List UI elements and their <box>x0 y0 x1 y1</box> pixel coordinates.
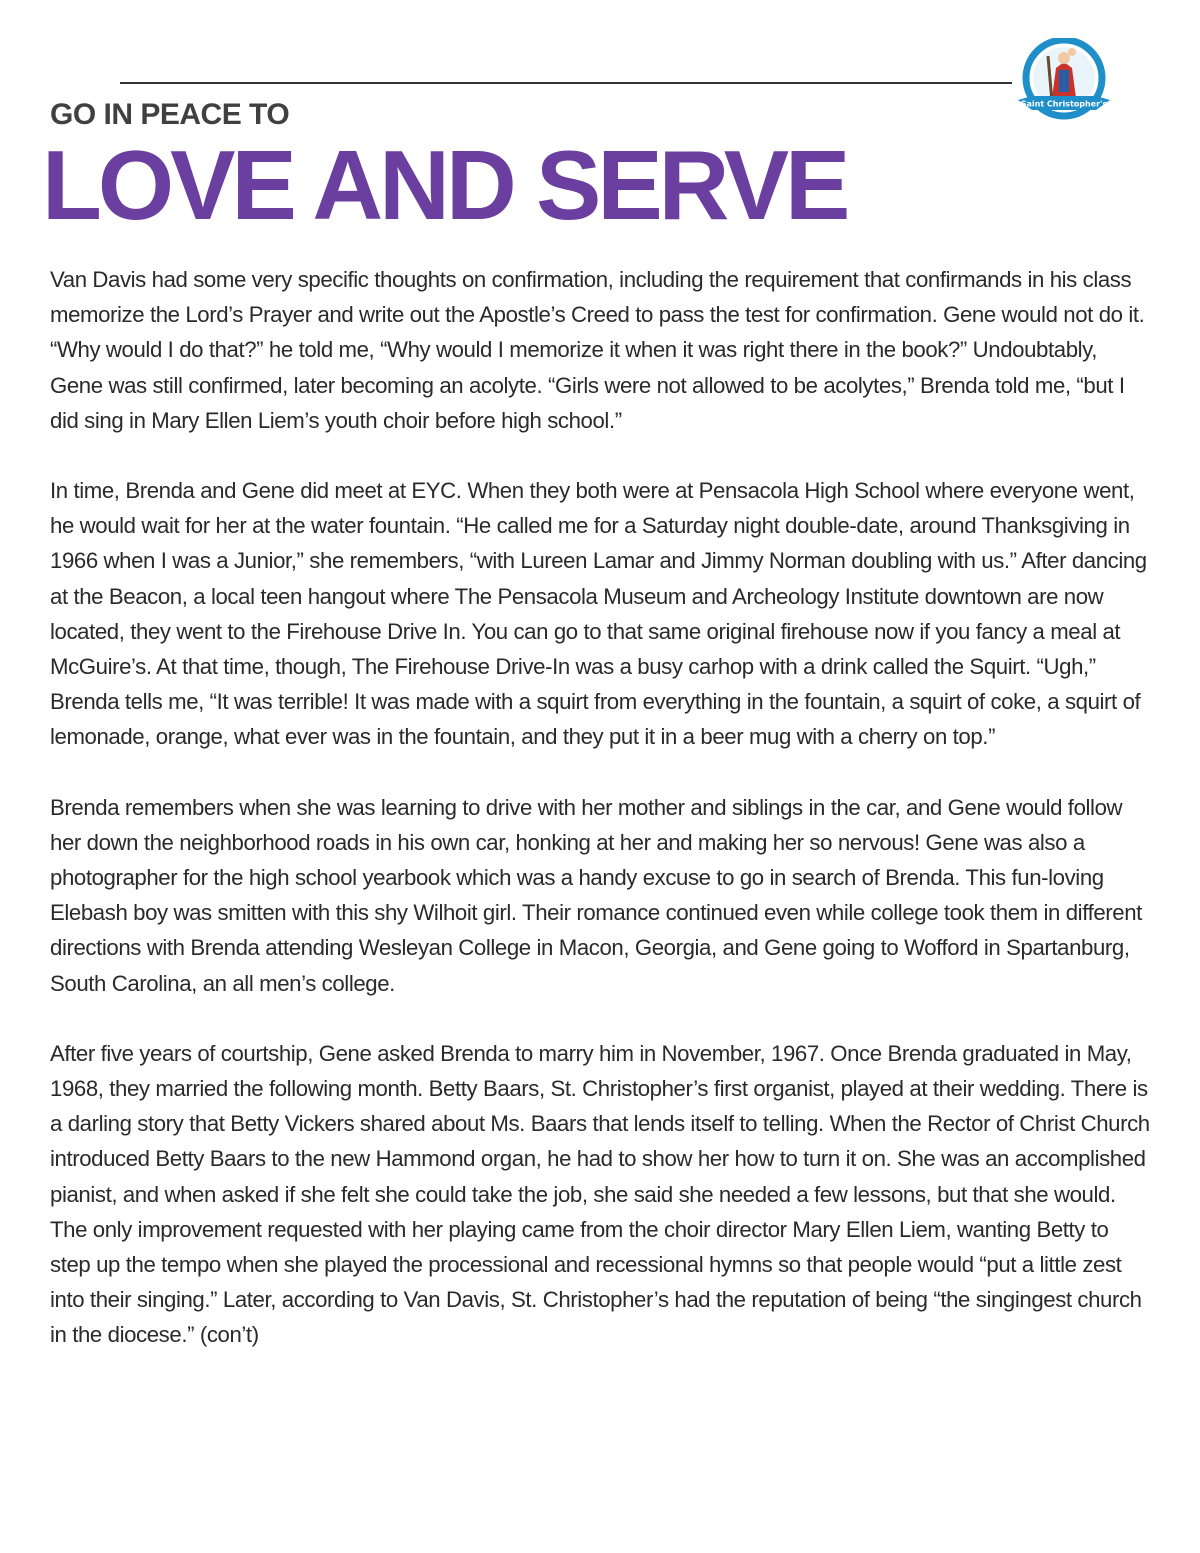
article-paragraph-3: Brenda remembers when she was learning to drive with her mother and siblings in the car, and Gene would follow her down the neighborhood roads in his own car, honking at her and making her so nervous! Gene was also a photographer for the high school yearbook which was a handy excuse to go in search of Brenda. This fun-loving Elebash boy was smitten with this shy Wilhoit girl. Their romance continued even while college took them in different directions with Brenda attending Wesleyan College in Macon, Georgia, and Gene going to Wofford in Spartanburg, South Carolina, an all men’s college. <box>50 794 1142 996</box>
logo-text: Saint Christopher's <box>1020 99 1108 109</box>
church-logo <box>1012 38 1120 128</box>
header-rule <box>120 82 1012 84</box>
page-kicker: GO IN PEACE TO <box>50 98 290 131</box>
article-paragraph-4: After five years of courtship, Gene asked Brenda to marry him in November, 1967. Once Brenda graduated in May, 1968, they married the following month. Betty Baars, St. Christopher’s first organist, played at their wedding. There is a darling story that Betty Vickers shared about Ms. Baars that lends itself to telling. When the Rector of Christ Church introduced Betty Baars to the new Hammond organ, he had to show her how to turn it on. She was an accomplished pianist, and when asked if she felt she could take the job, she said she needed a few lessons, but that she would. The only improvement requested with her playing came from the choir director Mary Ellen Liem, wanting Betty to step up the tempo when she played the processional and recessional hymns so that people would “put a little zest into their singing.” Later, according to Van Davis, St. Christopher’s had the reputation of being “the singingest church in the diocese.” (con’t) <box>50 1040 1150 1348</box>
saint-christopher-seal-icon <box>1012 38 1120 128</box>
article-paragraph-2: In time, Brenda and Gene did meet at EYC. When they both were at Pensacola High School where everyone went, he would wait for her at the water fountain. “He called me for a Saturday night double-date, around Thanksgiving in 1966 when I was a Junior,” she remembers, “with Lureen Lamar and Jimmy Norman doubling with us.” After dancing at the Beacon, a local teen hangout where The Pensacola Museum and Archeology Institute downtown are now located, they went to the Firehouse Drive In. You can go to that same original firehouse now if you fancy a meal at McGuire’s. At that time, though, The Firehouse Drive-In was a busy carhop with a drink called the Squirt. “Ugh,” Brenda tells me, “It was terrible! It was made with a squirt from everything in the fountain, a squirt of coke, a squirt of lemonade, orange, what ever was in the fountain, and they put it in a beer mug with a cherry on top.” <box>50 478 1147 750</box>
article-paragraph-1: Van Davis had some very specific thoughts on confirmation, including the requirement that confirmands in his class memorize the Lord’s Prayer and write out the Apostle’s Creed to pass the test for confirmation. Gene would not do it. “Why would I do that?” he told me, “Why would I memorize it when it was right there in the book?” Undoubtably, Gene was still confirmed, later becoming an acolyte. “Girls were not allowed to be acolytes,” Brenda told me, “but I did sing in Mary Ellen Liem’s youth choir before high school.” <box>50 267 1145 433</box>
page-title: LOVE AND SERVE <box>42 130 847 240</box>
article-body <box>50 262 1150 1388</box>
